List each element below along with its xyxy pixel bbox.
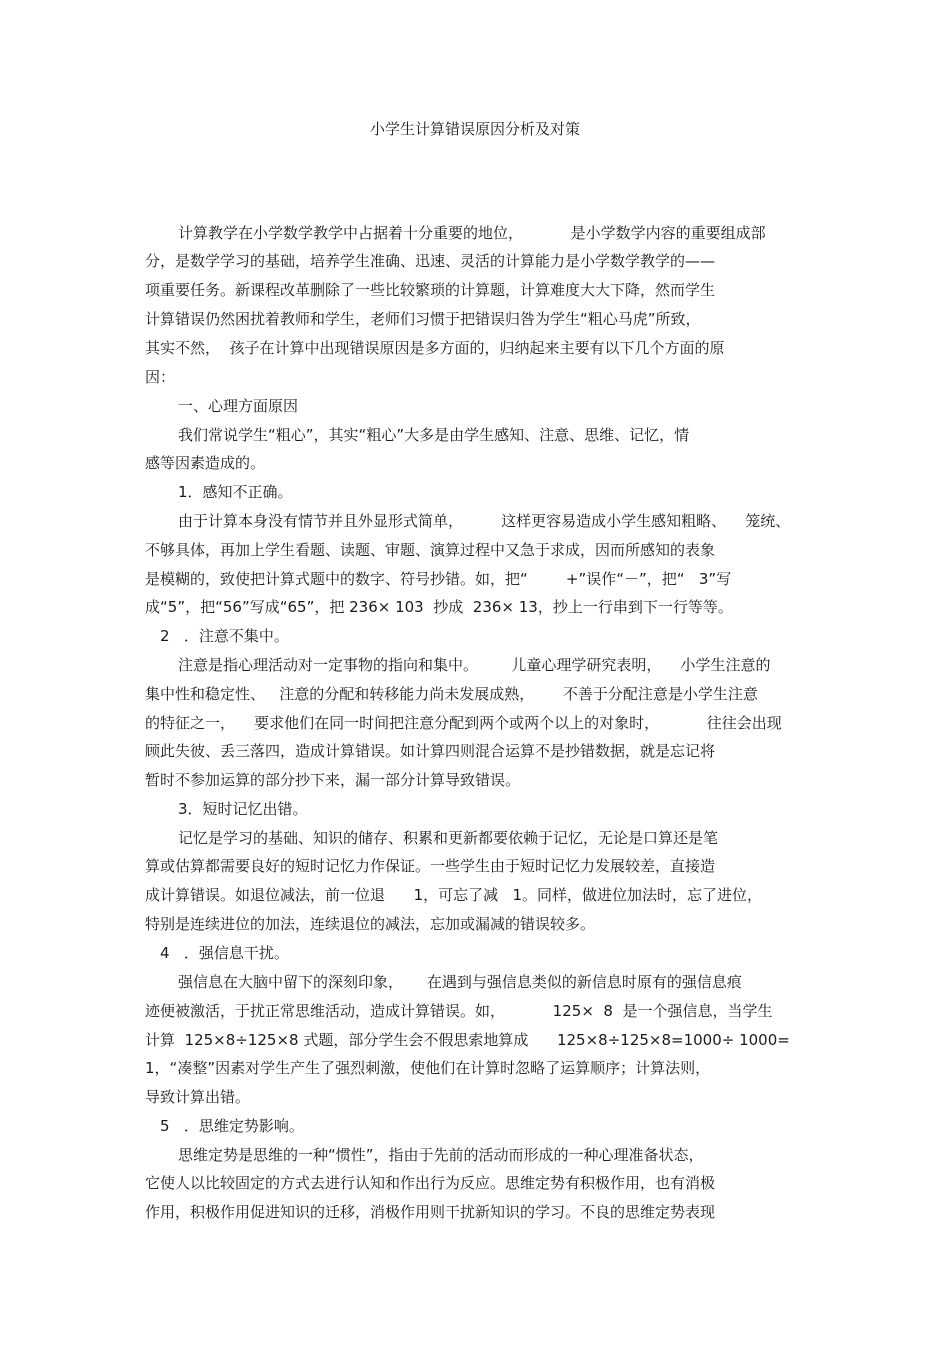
text-line: 计算错误仍然困扰着教师和学生，老师们习惯于把错误归咎为学生“粗心马虎”所致， (145, 310, 701, 328)
text-line: 特别是连续进位的加法，连续退位的减法，忘加或漏减的错误较多。 (145, 915, 596, 933)
text-line: 因： (145, 368, 176, 386)
text-line: 作用，积极作用促进知识的迁移，消极作用则干扰新知识的学习。不良的思维定势表现 (145, 1203, 716, 1221)
text-line: 感等因素造成的。 (145, 454, 266, 472)
text-line: 的特征之一， 要求他们在同一时间把注意分配到两个或两个以上的对象时， 往往会出现 (145, 714, 782, 732)
text-line: 项重要任务。新课程改革删除了一些比较繁琐的计算题，计算难度大大下降，然而学生 (145, 281, 716, 299)
subsection-heading: 2 ．注意不集中。 (160, 627, 289, 645)
text-line: 计算 125×8÷125×8 式题，部分学生会不假思索地算成 125×8÷125×8=1000÷ 1000= (145, 1031, 790, 1049)
text-line: 暂时不参加运算的部分抄下来，漏一部分计算导致错误。 (145, 771, 521, 789)
subsection-heading: 5 ．思维定势影响。 (160, 1117, 304, 1135)
text-line: 分，是数学学习的基础，培养学生准确、迅速、灵活的计算能力是小学数学教学的—— (145, 252, 716, 270)
text-line: 记忆是学习的基础、知识的储存、积累和更新都要依赖于记忆，无论是口算还是笔 (178, 829, 719, 847)
text-line: 它使人以比较固定的方式去进行认知和作出行为反应。思维定势有积极作用，也有消极 (145, 1174, 716, 1192)
text-line: 算或估算都需要良好的短时记忆力作保证。一些学生由于短时记忆力发展较差，直接造 (145, 857, 716, 875)
section-heading: 一、心理方面原因 (178, 397, 299, 415)
subsection-heading: 1．感知不正确。 (178, 483, 293, 501)
text-line: 1，“凑整”因素对学生产生了强烈刺激，使他们在计算时忽略了运算顺序；计算法则， (145, 1059, 711, 1077)
document-title: 小学生计算错误原因分析及对策 (369, 120, 580, 138)
text-line: 我们常说学生“粗心”，其实“粗心”大多是由学生感知、注意、思维、记忆，情 (178, 426, 690, 444)
text-line: 集中性和稳定性、 注意的分配和转移能力尚未发展成熟， 不善于分配注意是小学生注意 (145, 685, 758, 703)
text-line: 思维定势是思维的一种“惯性”，指由于先前的活动而形成的一种心理准备状态， (178, 1146, 704, 1164)
text-line: 迹便被激活，于扰正常思维活动，造成计算错误。如， 125× 8 是一个强信息，当学生 (145, 1002, 773, 1020)
text-line: 是模糊的，致使把计算式题中的数字、符号抄错。如，把“ +”误作“－”，把“ 3”写 (145, 570, 732, 588)
text-line: 顾此失彼、丢三落四，造成计算错误。如计算四则混合运算不是抄错数据，就是忘记将 (145, 742, 716, 760)
text-line: 强信息在大脑中留下的深刻印象， 在遇到与强信息类似的新信息时原有的强信息痕 (178, 973, 742, 991)
text-line: 导致计算出错。 (145, 1088, 251, 1106)
text-line: 成计算错误。如退位减法，前一位退 1，可忘了减 1。同样，做进位加法时，忘了进位， (145, 886, 763, 904)
subsection-heading: 4 ．强信息干扰。 (160, 944, 289, 962)
text-line: 计算教学在小学数学教学中占据着十分重要的地位， 是小学数学内容的重要组成部 (178, 224, 766, 242)
subsection-heading: 3．短时记忆出错。 (178, 800, 308, 818)
text-line: 由于计算本身没有情节并且外显形式简单， 这样更容易造成小学生感知粗略、 笼统、 (178, 512, 791, 530)
text-line: 其实不然， 孩子在计算中出现错误原因是多方面的，归纳起来主要有以下几个方面的原 (145, 339, 725, 357)
text-line: 成“5”，把“56”写成“65”，把 236× 103 抄成 236× 13，抄上一行串到下一行等等。 (145, 598, 733, 616)
text-line: 注意是指心理活动对一定事物的指向和集中。 儿童心理学研究表明， 小学生注意的 (178, 656, 771, 674)
text-line: 不够具体，再加上学生看题、读题、审题、演算过程中又急于求成，因而所感知的表象 (145, 541, 716, 559)
